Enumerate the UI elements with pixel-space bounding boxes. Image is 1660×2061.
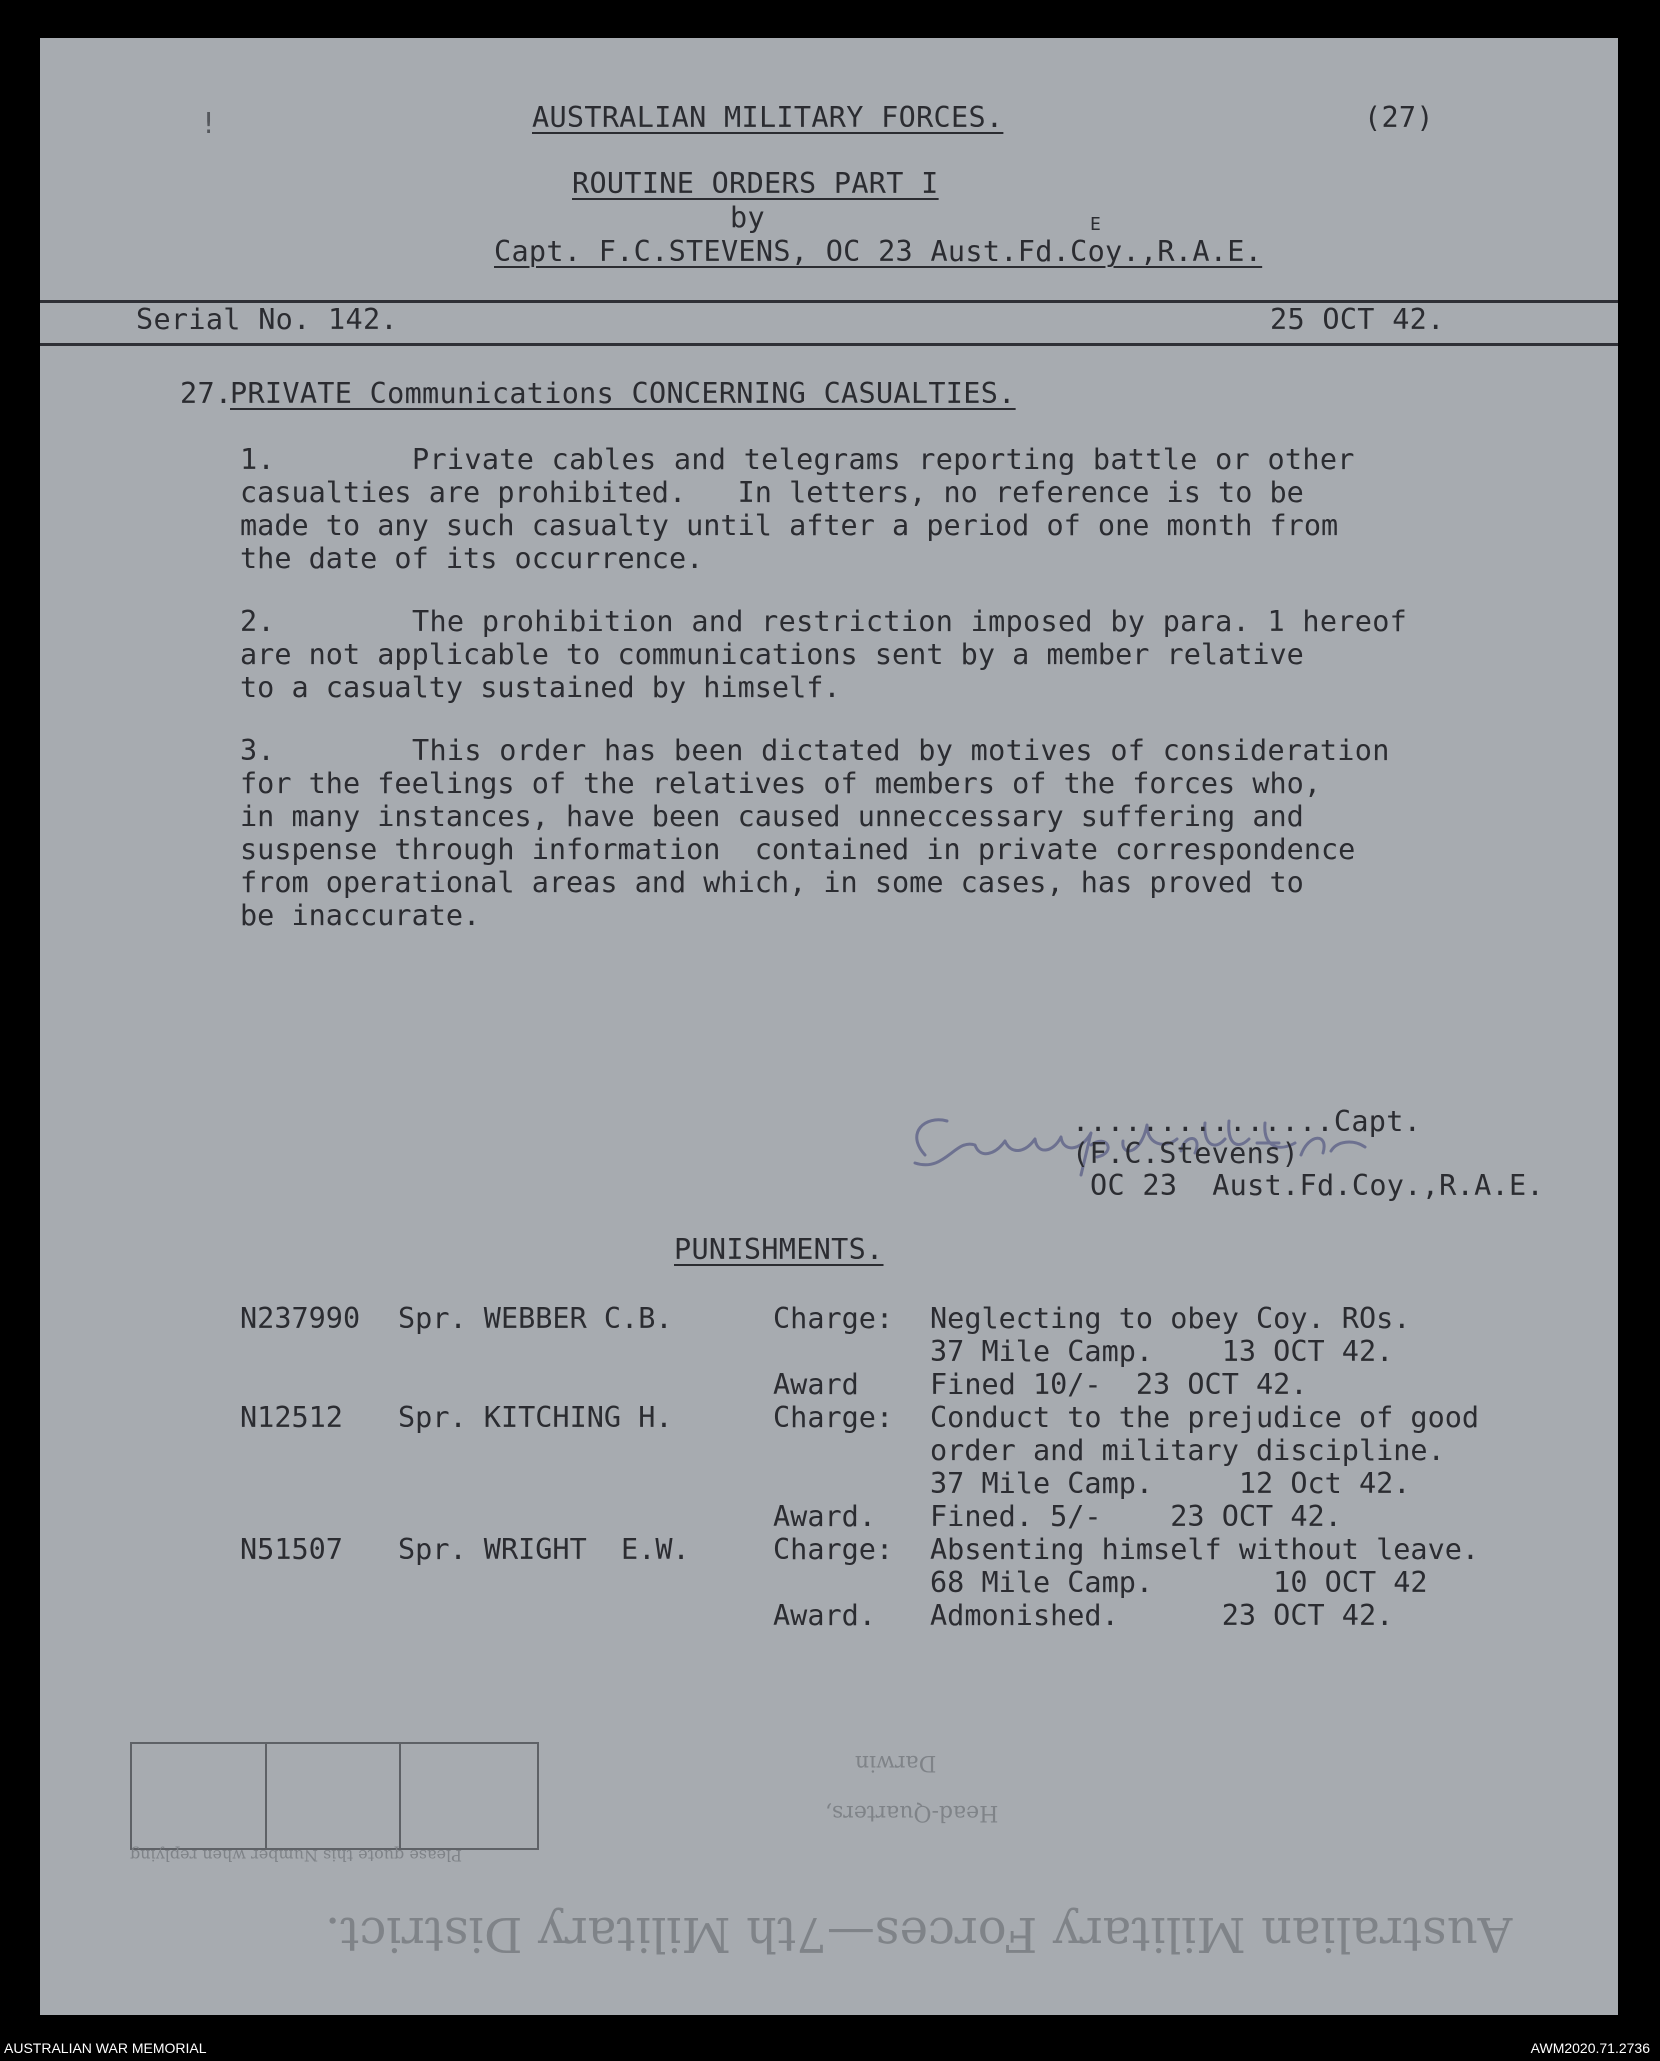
reference-number-boxes <box>130 1742 539 1850</box>
soldier-name: Spr. KITCHING H. <box>398 1401 673 1434</box>
charge-label: Charge: <box>773 1533 894 1566</box>
letterhead-bleed-city: Darwin <box>855 1750 937 1775</box>
service-number: N51507 <box>240 1533 343 1566</box>
archive-credit: AUSTRALIAN WAR MEMORIAL <box>4 2040 207 2056</box>
charge-text: Conduct to the prejudice of good order and military discipline. 37 Mile Camp. 12 Oct 42. <box>930 1401 1480 1500</box>
award-label: Award. <box>773 1500 876 1533</box>
service-number: N237990 <box>240 1302 361 1335</box>
page-number: (27) <box>1364 101 1434 134</box>
signature-line: ...............Capt. <box>1072 1105 1422 1138</box>
soldier-name: Spr. WRIGHT E.W. <box>398 1533 690 1566</box>
paragraph-2-body: are not applicable to communications sent by a member relative to a casualty sustained by himself. <box>240 638 1304 704</box>
correction-mark: E <box>1090 214 1102 235</box>
award-text: Fined. 5/- 23 OCT 42. <box>930 1500 1342 1533</box>
paragraph-1-body: casualties are prohibited. In letters, no reference is to be made to any such casualty until after a period of one month from the date of its occurrence. <box>240 476 1339 575</box>
punishments-heading: PUNISHMENTS. <box>674 1233 884 1266</box>
letterhead-bleed-note: Please quote this Number when replying <box>130 1846 462 1865</box>
order-date: 25 OCT 42. <box>1270 303 1445 336</box>
order-number: 27. <box>180 377 233 410</box>
award-label: Award <box>773 1368 859 1401</box>
letterhead-bleed-through: Australian Military Forces—7th Military District. <box>325 1906 1513 1962</box>
margin-mark: ! <box>200 107 218 140</box>
charge-text: Neglecting to obey Coy. ROs. 37 Mile Camp. 13 OCT 42. <box>930 1302 1411 1368</box>
paragraph-1-number: 1. <box>240 443 275 476</box>
by-label: by <box>730 201 765 234</box>
charge-label: Charge: <box>773 1302 894 1335</box>
serial-number: Serial No. 142. <box>136 303 398 336</box>
paragraph-3-body: for the feelings of the relatives of members of the forces who, in many instances, have been caused unneccessary suffering and suspense through information contained in private correspondence from operational areas and which, in some cases, has proved to be inaccurate. <box>240 767 1356 932</box>
paragraph-1-first-line: Private cables and telegrams reporting battle or other <box>412 443 1355 476</box>
document-title: AUSTRALIAN MILITARY FORCES. <box>532 101 1004 134</box>
signatory-unit: OC 23 Aust.Fd.Coy.,R.A.E. <box>1090 1169 1544 1202</box>
paragraph-3-first-line: This order has been dictated by motives of consideration <box>412 734 1390 767</box>
paragraph-2-first-line: The prohibition and restriction imposed by para. 1 hereof <box>412 605 1408 638</box>
order-heading: PRIVATE Communications CONCERNING CASUALTIES. <box>230 377 1016 410</box>
paragraph-3-number: 3. <box>240 734 275 767</box>
soldier-name: Spr. WEBBER C.B. <box>398 1302 673 1335</box>
paragraph-2-number: 2. <box>240 605 275 638</box>
charge-label: Charge: <box>773 1401 894 1434</box>
service-number: N12512 <box>240 1401 343 1434</box>
document-page <box>40 38 1618 2015</box>
orders-title: ROUTINE ORDERS PART I <box>572 167 939 200</box>
header-rule-bottom <box>40 343 1618 346</box>
signatory-name: (F.C.Stevens) <box>1072 1137 1299 1170</box>
charge-text: Absenting himself without leave. 68 Mile Camp. 10 OCT 42 <box>930 1533 1480 1599</box>
award-text: Fined 10/- 23 OCT 42. <box>930 1368 1308 1401</box>
letterhead-bleed-subtitle: Head-Quarters, <box>825 1800 999 1825</box>
archive-reference: AWM2020.71.2736 <box>1530 2040 1650 2056</box>
issuer-line: Capt. F.C.STEVENS, OC 23 Aust.Fd.Coy.,R.A.E. <box>494 235 1263 268</box>
award-label: Award. <box>773 1599 876 1632</box>
award-text: Admonished. 23 OCT 42. <box>930 1599 1394 1632</box>
